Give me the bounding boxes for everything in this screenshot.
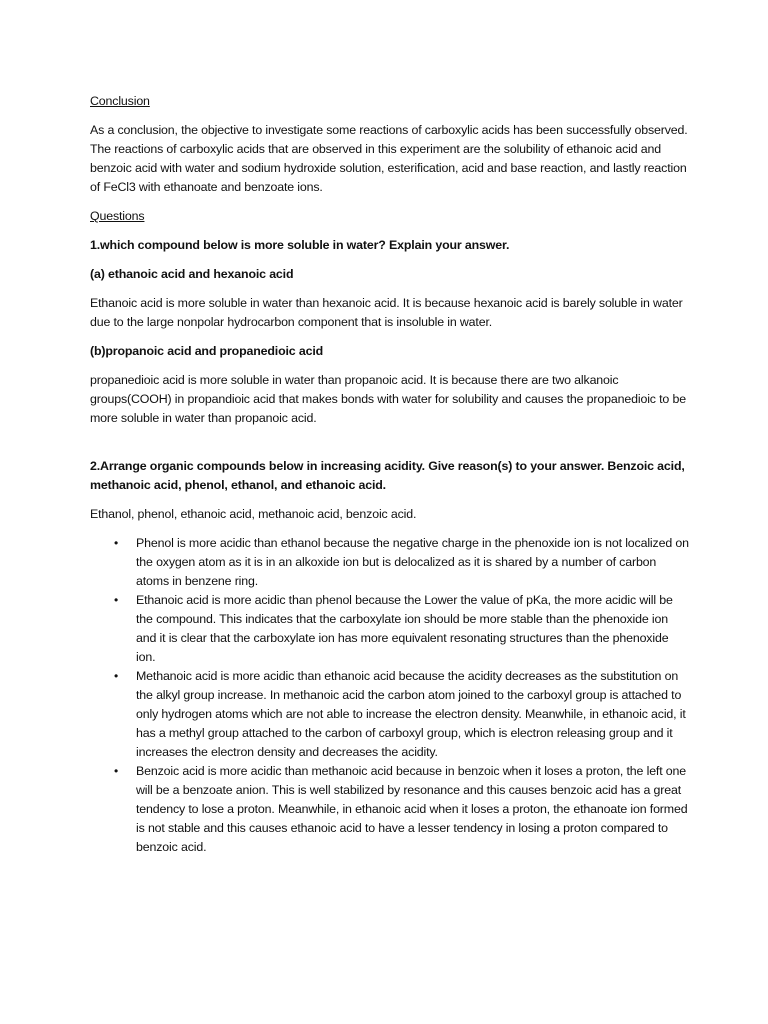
reasons-list (90, 534, 690, 857)
question-1: 1.which compound below is more soluble in water? Explain your answer. (90, 238, 510, 252)
list-item (90, 534, 690, 591)
reason-text: Phenol is more acidic than ethanol because the negative charge in the phenoxide ion is not localized on the oxygen atom as it is in an alkoxide ion but is delocalized as it is shared by a number of carbon atoms in benzene ring. (136, 536, 689, 588)
bullet-icon: • (114, 669, 119, 683)
reason-text: Methanoic acid is more acidic than ethanoic acid because the acidity decreases as the substitution on the alkyl group increase. In methanoic acid the carbon atom joined to the carboxyl group is attached to only hydrogen atoms which are not able to increase the electron density. Meanwhile, in ethanoic acid, it has a methyl group attached to the carbon of carboxyl group, which is electron releasing group and it increases the electron density and decreases the acidity. (136, 669, 686, 759)
list-item (90, 762, 690, 857)
conclusion-paragraph: As a conclusion, the objective to investigate some reactions of carboxylic acids has been successfully observed. The reactions of carboxylic acids that are observed in this experiment are the solubility of ethanoic acid and benzoic acid with water and sodium hydroxide solution, esterification, acid and base reaction, and lastly reaction of FeCl3 with ethanoate and benzoate ions. (90, 123, 688, 194)
questions-heading: Questions (90, 209, 145, 223)
bullet-icon: • (114, 536, 119, 550)
reason-text: Benzoic acid is more acidic than methanoic acid because in benzoic when it loses a proton, the left one will be a benzoate anion. This is well stabilized by resonance and this causes benzoic acid has a great tendency to lose a proton. Meanwhile, in ethanoic acid when it loses a proton, the ethanoate ion formed is not stable and this causes ethanoic acid to have a lesser tendency in losing a proton compared to benzoic acid. (136, 764, 688, 854)
question-1a-title: (a) ethanoic acid and hexanoic acid (90, 267, 294, 281)
conclusion-heading: Conclusion (90, 94, 150, 108)
question-2-order: Ethanol, phenol, ethanoic acid, methanoic acid, benzoic acid. (90, 507, 417, 521)
question-2: 2.Arrange organic compounds below in increasing acidity. Give reason(s) to your answer. Benzoic acid, methanoic acid, phenol, ethanol, and ethanoic acid. (90, 459, 685, 492)
document-page (90, 92, 690, 857)
question-1b-title: (b)propanoic acid and propanedioic acid (90, 344, 324, 358)
bullet-icon: • (114, 593, 119, 607)
bullet-icon: • (114, 764, 119, 778)
blank-line (90, 438, 690, 457)
question-1a-answer: Ethanoic acid is more soluble in water than hexanoic acid. It is because hexanoic acid is barely soluble in water due to the large nonpolar hydrocarbon component that is insoluble in water. (90, 296, 683, 329)
list-item (90, 591, 690, 667)
question-1b-answer: propanedioic acid is more soluble in water than propanoic acid. It is because there are two alkanoic groups(COOH) in propandioic acid that makes bonds with water for solubility and causes the propanedioic to be more soluble in water than propanoic acid. (90, 373, 686, 425)
reason-text: Ethanoic acid is more acidic than phenol because the Lower the value of pKa, the more acidic will be the compound. This indicates that the carboxylate ion should be more stable than the phenoxide ion and it is clear that the carboxylate ion has more equivalent resonating structures than the phenoxide ion. (136, 593, 673, 664)
list-item (90, 667, 690, 762)
